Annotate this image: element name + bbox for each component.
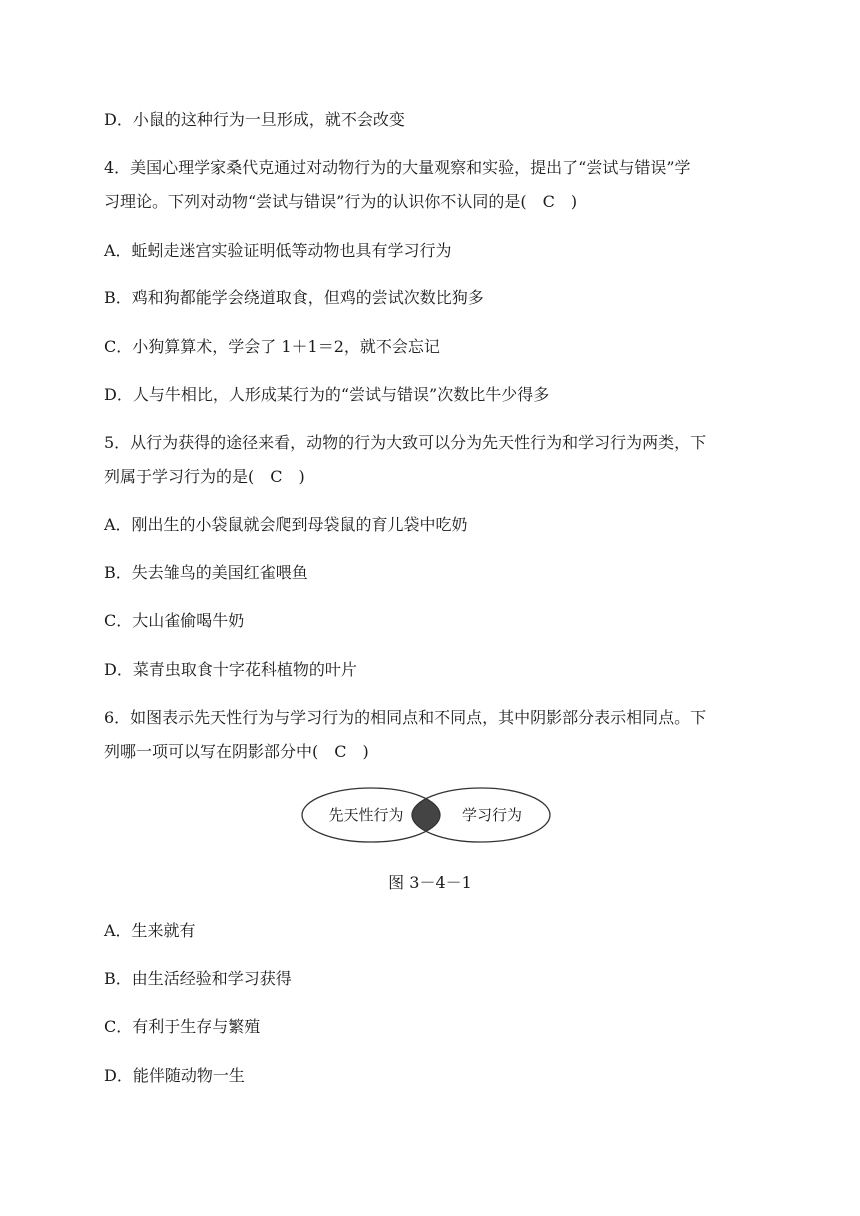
venn-diagram	[300, 786, 554, 844]
q4-option-a: A．蚯蚓走迷宫实验证明低等动物也具有学习行为	[104, 241, 452, 260]
q4-option-c: C．小狗算算术，学会了 1＋1＝2，就不会忘记	[104, 337, 440, 356]
q6-option-a: A．生来就有	[104, 921, 196, 940]
q4-option-d: D．人与牛相比，人形成某行为的“尝试与错误”次数比牛少得多	[104, 385, 550, 404]
learned-behavior-label: 学习行为	[461, 806, 523, 824]
q5-option-d: D．菜青虫取食十字花科植物的叶片	[104, 660, 357, 679]
q4-stem-line2: 习理论。下列对动物“尝试与错误”行为的认识你不认同的是( C )	[104, 192, 578, 211]
q3-option-d: D．小鼠的这种行为一旦形成，就不会改变	[104, 110, 405, 129]
q5-option-a: A．刚出生的小袋鼠就会爬到母袋鼠的育儿袋中吃奶	[104, 515, 468, 534]
q6-option-d: D．能伴随动物一生	[104, 1066, 245, 1085]
q6-option-c: C．有利于生存与繁殖	[104, 1017, 261, 1036]
q4-option-b: B．鸡和狗都能学会绕道取食，但鸡的尝试次数比狗多	[104, 288, 484, 307]
q5-option-b: B．失去雏鸟的美国红雀喂鱼	[104, 563, 308, 582]
q6-option-b: B．由生活经验和学习获得	[104, 969, 292, 988]
q5-stem-line1: 5．从行为获得的途径来看，动物的行为大致可以分为先天性行为和学习行为两类，下	[104, 433, 707, 452]
q5-option-c: C．大山雀偷喝牛奶	[104, 611, 245, 630]
q5-stem-line2: 列属于学习行为的是( C )	[104, 467, 305, 486]
q6-stem-line2: 列哪一项可以写在阴影部分中( C )	[104, 742, 369, 761]
venn-diagram-svg	[300, 786, 554, 844]
q4-stem-line1: 4．美国心理学家桑代克通过对动物行为的大量观察和实验，提出了“尝试与错误”学	[104, 158, 691, 177]
q6-stem-line1: 6．如图表示先天性行为与学习行为的相同点和不同点，其中阴影部分表示相同点。下	[104, 708, 707, 727]
figure-caption: 图 3－4－1	[388, 873, 472, 892]
innate-behavior-label: 先天性行为	[328, 806, 404, 824]
